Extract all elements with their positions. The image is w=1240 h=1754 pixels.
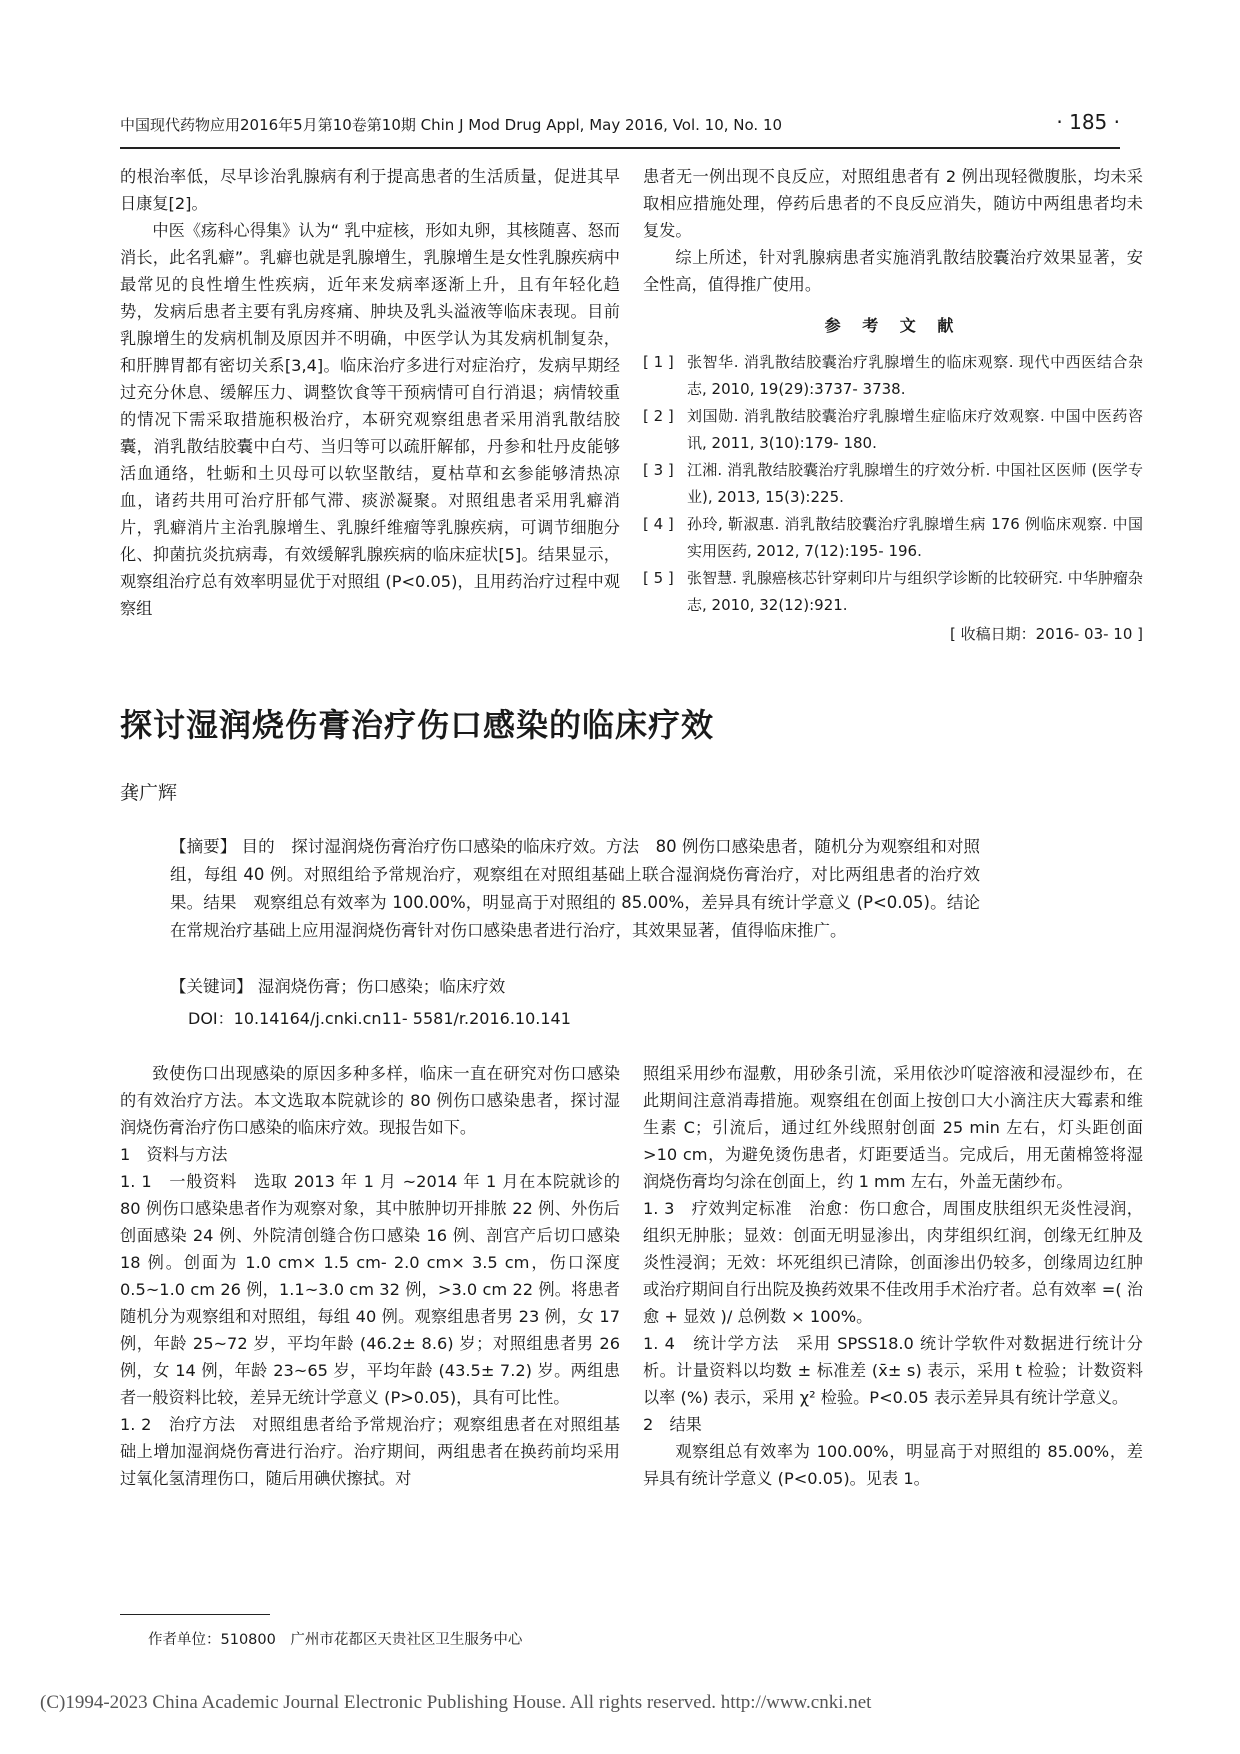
reference-number: [ 3 ] <box>643 461 674 479</box>
reference-number: [ 5 ] <box>643 569 674 587</box>
abstract <box>170 833 997 945</box>
prev-article-left-column <box>120 163 620 622</box>
prev-article-right-column <box>643 163 1143 648</box>
reference-number: [ 4 ] <box>643 515 674 533</box>
doi: DOI：10.14164/j.cnki.cn11- 5581/r.2016.10.141 <box>188 1009 571 1028</box>
reference-item <box>643 457 1143 511</box>
article-author: 龚广辉 <box>120 782 178 804</box>
reference-item <box>643 403 1143 457</box>
paragraph: 的根治率低，尽早诊治乳腺病有利于提高患者的生活质量，促进其早日康复[2]。 <box>120 167 620 213</box>
article-right-column <box>643 1060 1143 1492</box>
paragraph: 患者无一例出现不良反应，对照组患者有 2 例出现轻微腹胀，均未采取相应措施处理，停药后患者的不良反应消失，随访中两组患者均未复发。 <box>643 167 1143 240</box>
article-left-column <box>120 1060 620 1492</box>
journal-citation: 中国现代药物应用2016年5月第10卷第10期 Chin J Mod Drug Appl, May 2016, Vol. 10, No. 10 <box>120 116 783 134</box>
author-affiliation: 作者单位：510800 广州市花都区天贵社区卫生服务中心 <box>148 1632 523 1648</box>
paragraph: 1. 2 治疗方法 对照组患者给予常规治疗；观察组患者在对照组基础上增加湿润烧伤膏进行治疗。治疗期间，两组患者在换药前均采用过氧化氢清理伤口，随后用碘伏擦拭。对 <box>120 1415 620 1488</box>
paragraph: 1. 3 疗效判定标准 治愈：伤口愈合，周围皮肤组织无炎性浸润，组织无肿胀；显效：创面无明显渗出，肉芽组织红润，创缘无红肿及炎性浸润；无效：坏死组织已清除，创面渗出仍较多，创缘周边红肿或治疗期间自行出院及换药效果不佳改用手术治疗者。总有效率 =( 治愈 + 显效 )/ 总例数 × 100%。 <box>643 1199 1143 1326</box>
section-heading: 2 结果 <box>643 1415 702 1434</box>
paragraph: 观察组总有效率为 100.00%，明显高于对照组的 85.00%，差异具有统计学意义 (P<0.05)。见表 1。 <box>643 1442 1143 1488</box>
paragraph: 1. 1 一般资料 选取 2013 年 1 月 ~2014 年 1 月在本院就诊的 80 例伤口感染患者作为观察对象，其中脓肿切开排脓 22 例、外伤后创面感染 24 例、外院清创缝合伤口感染 16 例、剖宫产后切口感染 18 例。创面为 1.0 cm× 1.5 cm- 2.0 cm× 3.5 cm，伤口深度 0.5~1.0 cm 26 例，1.1~3.0 cm 32 例，>3.0 cm 22 例。将患者随机分为观察组和对照组，每组 40 例。观察组患者男 23 例，女 17 例，年龄 25~72 岁，平均年龄 (46.2± 8.6) 岁；对照组患者男 26 例，女 14 例，年龄 23~65 岁，平均年龄 (43.5± 7.2) 岁。两组患者一般资料比较，差异无统计学意义 (P>0.05)，具有可比性。 <box>120 1172 620 1407</box>
copyright-notice: (C)1994-2023 China Academic Journal Electronic Publishing House. All rights reserved. http://www.cnki.net <box>40 1692 872 1713</box>
paragraph: 1. 4 统计学方法 采用 SPSS18.0 统计学软件对数据进行统计分析。计量资料以均数 ± 标准差 (x̄± s) 表示，采用 t 检验；计数资料以率 (%) 表示，采用 χ² 检验。P<0.05 表示差异具有统计学意义。 <box>643 1334 1143 1407</box>
keywords: 【关键词】 湿润烧伤膏；伤口感染；临床疗效 <box>170 977 506 996</box>
reference-item <box>643 511 1143 565</box>
reference-text: 刘国勋. 消乳散结胶囊治疗乳腺增生症临床疗效观察. 中国中医药咨讯, 2011, 3(10):179- 180. <box>687 407 1143 452</box>
footnote-rule <box>120 1614 270 1615</box>
reference-text: 张智慧. 乳腺癌核芯针穿刺印片与组织学诊断的比较研究. 中华肿瘤杂志, 2010, 32(12):921. <box>687 569 1143 614</box>
reference-item <box>643 565 1143 619</box>
running-header <box>120 110 1120 144</box>
references-list <box>643 349 1143 619</box>
reference-item <box>643 349 1143 403</box>
reference-number: [ 1 ] <box>643 353 674 371</box>
paragraph: 综上所述，针对乳腺病患者实施消乳散结胶囊治疗效果显著，安全性高，值得推广使用。 <box>643 248 1143 294</box>
reference-text: 张智华. 消乳散结胶囊治疗乳腺增生的临床观察. 现代中西医结合杂志, 2010, 19(29):3737- 3738. <box>687 353 1143 398</box>
abstract-text: 【摘要】 目的 探讨湿润烧伤膏治疗伤口感染的临床疗效。方法 80 例伤口感染患者，随机分为观察组和对照组，每组 40 例。对照组给予常规治疗，观察组在对照组基础上联合湿润烧伤膏治疗，对比两组患者的治疗效果。结果 观察组总有效率为 100.00%，明显高于对照组的 85.00%，差异具有统计学意义 (P<0.05)。结论 在常规治疗基础上应用湿润烧伤膏针对伤口感染患者进行治疗，其效果显著，值得临床推广。 <box>170 837 997 940</box>
received-date: [ 收稿日期：2016- 03- 10 ] <box>950 625 1143 643</box>
paragraph: 致使伤口出现感染的原因多种多样，临床一直在研究对伤口感染的有效治疗方法。本文选取本院就诊的 80 例伤口感染患者，探讨湿润烧伤膏治疗伤口感染的临床疗效。现报告如下。 <box>120 1064 620 1137</box>
references-heading: 参 考 文 献 <box>824 316 962 335</box>
section-heading: 1 资料与方法 <box>120 1145 228 1164</box>
paragraph: 中医《疡科心得集》认为“ 乳中症核，形如丸卵，其核随喜、怒而消长，此名乳癖”。乳癖也就是乳腺增生，乳腺增生是女性乳腺疾病中最常见的良性增生性疾病，近年来发病率逐渐上升，且有年轻化趋势，发病后患者主要有乳房疼痛、肿块及乳头溢液等临床表现。目前乳腺增生的发病机制及原因并不明确，中医学认为其发病机制复杂，和肝脾胃都有密切关系[3,4]。临床治疗多进行对症治疗，发病早期经过充分休息、缓解压力、调整饮食等干预病情可自行消退；病情较重的情况下需采取措施积极治疗，本研究观察组患者采用消乳散结胶囊，消乳散结胶囊中白芍、当归等可以疏肝解郁，丹参和牡丹皮能够活血通络，牡蛎和土贝母可以软坚散结，夏枯草和玄参能够清热凉血，诸药共用可治疗肝郁气滞、痰淤凝聚。对照组患者采用乳癖消片，乳癖消片主治乳腺增生、乳腺纤维瘤等乳腺疾病，可调节细胞分化、抑菌抗炎抗病毒，有效缓解乳腺疾病的临床症状[5]。结果显示，观察组治疗总有效率明显优于对照组 (P<0.05)，且用药治疗过程中观察组 <box>120 221 620 618</box>
paragraph: 照组采用纱布湿敷，用砂条引流，采用依沙吖啶溶液和浸湿纱布，在此期间注意消毒措施。观察组在创面上按创口大小滴注庆大霉素和维生素 C；引流后，通过红外线照射创面 25 min 左右，灯头距创面 >10 cm，为避免烫伤患者，灯距要适当。完成后，用无菌棉签将湿润烧伤膏均匀涂在创面上，约 1 mm 左右，外盖无菌纱布。 <box>643 1064 1143 1191</box>
header-rule <box>120 147 1120 149</box>
reference-text: 江湘. 消乳散结胶囊治疗乳腺增生的疗效分析. 中国社区医师 (医学专业), 2013, 15(3):225. <box>687 461 1143 506</box>
reference-text: 孙玲, 靳淑惠. 消乳散结胶囊治疗乳腺增生病 176 例临床观察. 中国实用医药, 2012, 7(12):195- 196. <box>687 515 1143 560</box>
page-number: · 185 · <box>1056 110 1120 134</box>
article-title: 探讨湿润烧伤膏治疗伤口感染的临床疗效 <box>120 706 715 744</box>
reference-number: [ 2 ] <box>643 407 674 425</box>
